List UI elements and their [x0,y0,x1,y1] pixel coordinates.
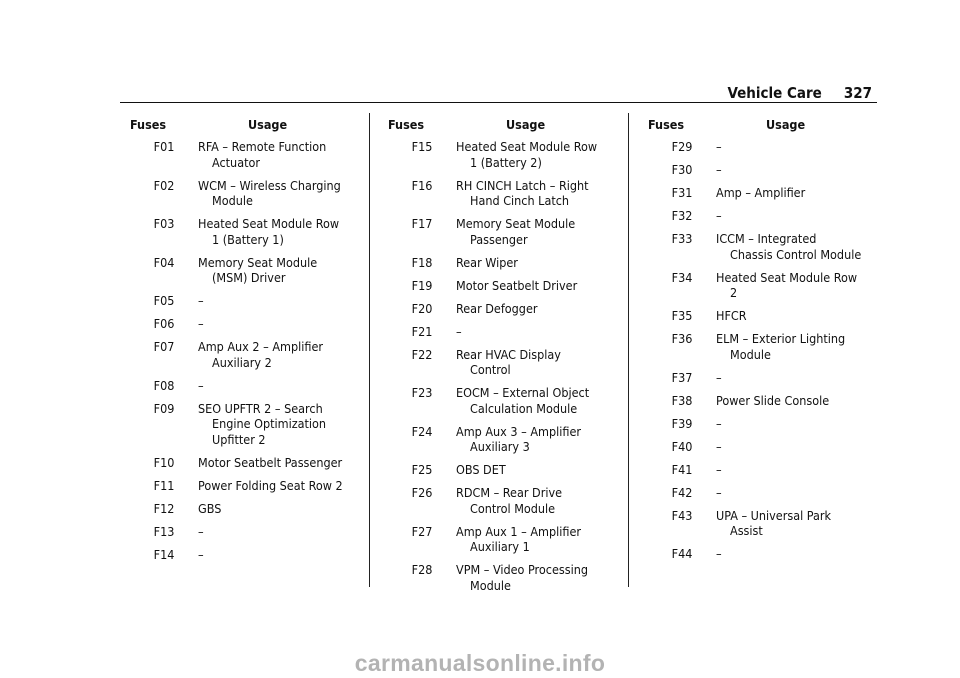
fuse-id: F20 [411,300,433,316]
fuse-usage-text: RH CINCH Latch – Right Hand Cinch Latch [456,177,589,208]
fuse-row [130,524,344,540]
fuse-row [648,308,862,324]
fuse-row [388,301,602,317]
fuse-usage [456,462,602,478]
fuse-id: F02 [153,177,175,193]
fuse-usage [716,393,862,409]
usage-header: Usage [248,117,288,132]
fuse-id: F23 [411,385,433,400]
fuse-usage [456,347,602,378]
fuse-usage [716,208,862,224]
fuse-usage-text: – [198,546,204,562]
fuse-usage-text: – [716,461,722,477]
fuse-row [388,278,602,294]
fuse-usage-text: – [456,323,462,339]
fuse-id: F16 [411,177,433,193]
fuse-usage-text: Amp – Amplifier [716,185,806,200]
fuse-id: F11 [153,477,175,493]
fuse-id: F26 [411,485,433,500]
fuse-usage [456,562,602,593]
fuse-usage-text: GBS [198,500,222,516]
fuse-id: F03 [153,216,175,231]
fuse-usage [456,216,602,247]
fuse-usage-text: – [716,208,722,223]
fuse-usage-text: Memory Seat Module Passenger [456,216,576,247]
fuse-usage-text: EOCM – External Object Calculation Module [456,385,590,416]
page-number: 327 [843,84,872,102]
fuse-row [388,462,602,478]
fuse-usage-text: OBS DET [456,462,506,477]
fuse-usage-text: Motor Seatbelt Driver [456,277,578,293]
fuse-id: F28 [411,562,433,577]
fuse-usage-text: RDCM – Rear Drive Control Module [456,485,563,516]
fuse-row [648,393,862,409]
fuse-row [130,216,344,247]
fuse-row [388,424,602,455]
fuse-id: F17 [411,216,433,231]
fuse-usage-text: ICCM – Integrated Chassis Control Module [716,231,862,262]
fuse-table-column-3 [648,117,862,569]
fuse-id: F14 [153,546,175,562]
fuse-id: F25 [411,462,433,477]
fuse-row [648,208,862,224]
fuse-usage [456,178,602,209]
fuse-id: F43 [671,507,693,523]
fuse-usage-text: Amp Aux 3 – Amplifier Auxiliary 3 [456,423,581,454]
fuse-usage [716,231,862,262]
fuse-usage [716,416,862,432]
fuse-id: F35 [671,308,693,323]
fuse-id: F32 [671,208,693,223]
fuse-usage [198,455,344,471]
fuse-usage-text: Heated Seat Module Row 2 [716,269,858,300]
fuse-usage [716,185,862,201]
fuse-usage-text: – [716,546,722,561]
fuse-usage-text: Amp Aux 2 – Amplifier Auxiliary 2 [198,339,323,370]
table-header [130,117,344,131]
fuse-row [648,508,862,539]
fuse-usage [198,547,344,563]
fuse-id: F33 [671,231,693,246]
fuse-usage-text: – [198,377,204,393]
fuse-id: F36 [671,331,693,346]
fuse-row [130,339,344,370]
fuse-usage [198,316,344,332]
fuse-usage [456,324,602,340]
fuse-id: F15 [411,139,433,154]
fuse-id: F41 [671,461,693,477]
column-divider [369,113,370,587]
fuse-usage [716,331,862,362]
fuse-id: F04 [153,254,175,270]
fuse-row [388,385,602,416]
fuse-usage-text: Rear Defogger [456,300,538,316]
fuse-usage-text: Power Slide Console [716,392,830,408]
fuse-row [130,139,344,170]
fuse-usage-text: RFA – Remote Function Actuator [198,139,327,170]
fuse-usage-text: Rear HVAC Display Control [456,346,561,377]
fuse-usage [198,216,344,247]
column-divider [628,113,629,587]
fuse-usage [198,524,344,540]
fuse-id: F44 [671,546,693,561]
fuse-id: F38 [671,392,693,408]
fuse-usage [716,546,862,562]
fuse-usage [456,424,602,455]
fuse-usage-text: – [198,316,204,331]
fuse-row [648,231,862,262]
fuse-usage-text: UPA – Universal Park Assist [716,507,832,538]
fuse-row [130,378,344,394]
fuse-row [388,562,602,593]
fuse-id: F06 [153,316,175,331]
fuse-id: F39 [671,415,693,431]
fuses-header: Fuses [388,117,425,132]
fuse-usage-text: – [198,293,204,308]
fuse-usage-text: Power Folding Seat Row 2 [198,477,343,493]
fuse-id: F29 [671,139,693,154]
fuse-row [388,216,602,247]
fuse-row [130,401,344,448]
fuse-row [648,162,862,178]
fuse-id: F05 [153,293,175,308]
fuses-header: Fuses [648,117,685,132]
fuse-row [130,293,344,309]
fuse-usage-text: – [716,139,722,154]
fuses-header: Fuses [130,117,167,132]
fuse-row [388,139,602,170]
fuse-row [130,547,344,563]
fuse-row [388,324,602,340]
fuse-row [648,370,862,386]
header-rule [120,102,877,103]
fuse-id: F27 [411,523,433,539]
fuse-row [648,185,862,201]
fuse-row [130,478,344,494]
fuse-usage [198,178,344,209]
fuse-row [388,485,602,516]
fuse-usage [716,485,862,501]
fuse-usage [198,501,344,517]
fuse-usage-text: – [716,369,722,385]
fuse-id: F09 [153,400,175,416]
fuse-id: F31 [671,185,693,200]
fuse-usage-text: Amp Aux 1 – Amplifier Auxiliary 1 [456,523,581,554]
fuse-usage-text: Heated Seat Module Row 1 (Battery 1) [198,216,340,247]
watermark: carmanualsonline.info [354,649,606,676]
fuse-usage-text: Memory Seat Module (MSM) Driver [198,254,318,285]
fuse-usage [456,301,602,317]
fuse-id: F01 [153,139,175,154]
page-header [728,84,872,102]
fuse-row [130,501,344,517]
fuse-row [648,331,862,362]
fuse-row [388,347,602,378]
fuse-row [648,270,862,301]
fuse-usage-text: – [716,415,722,431]
fuse-usage [716,370,862,386]
fuse-row [130,316,344,332]
fuse-id: F21 [411,323,433,339]
fuse-usage [716,508,862,539]
fuse-row [648,439,862,455]
fuse-id: F34 [671,269,693,285]
fuse-table-column-1 [130,117,344,570]
fuse-row [388,524,602,555]
fuse-usage [456,139,602,170]
fuse-id: F40 [671,438,693,454]
fuse-id: F42 [671,484,693,500]
fuse-row [648,462,862,478]
fuse-usage [456,255,602,271]
fuse-usage [198,293,344,309]
fuse-row [648,546,862,562]
fuse-id: F12 [153,500,175,516]
fuse-row [130,178,344,209]
table-header [648,117,862,131]
fuse-id: F07 [153,339,175,354]
fuse-id: F19 [411,277,433,293]
fuse-row [130,455,344,471]
usage-header: Usage [766,117,806,132]
fuse-usage [716,308,862,324]
fuse-usage-text: VPM – Video Processing Module [456,562,588,593]
fuse-id: F30 [671,162,693,177]
fuse-row [130,255,344,286]
section-title: Vehicle Care [727,84,822,102]
fuse-usage-text: Motor Seatbelt Passenger [198,454,343,470]
fuse-usage [716,162,862,178]
fuse-usage-text: Rear Wiper [456,254,518,270]
fuse-row [648,416,862,432]
usage-header: Usage [506,117,546,132]
fuse-usage-text: SEO UPFTR 2 – Search Engine Optimization Upfitter 2 [198,400,327,447]
fuse-usage [716,462,862,478]
fuse-usage-text: WCM – Wireless Charging Module [198,177,341,208]
fuse-table-column-2 [388,117,602,601]
fuse-id: F22 [411,346,433,362]
fuse-usage-text: – [716,484,722,500]
fuse-id: F10 [153,454,175,470]
fuse-usage [456,524,602,555]
fuse-id: F08 [153,377,175,393]
fuse-usage-text: – [198,523,204,539]
fuse-usage [198,339,344,370]
fuse-usage-text: ELM – Exterior Lighting Module [716,331,846,362]
fuse-usage [456,385,602,416]
fuse-id: F13 [153,523,175,539]
fuse-usage [198,378,344,394]
fuse-row [648,139,862,155]
fuse-usage [716,439,862,455]
fuse-usage-text: HFCR [716,308,747,323]
fuse-usage [456,485,602,516]
fuse-row [648,485,862,501]
fuse-usage-text: – [716,162,722,177]
fuse-usage [716,270,862,301]
table-header [388,117,602,131]
fuse-usage-text: Heated Seat Module Row 1 (Battery 2) [456,139,598,170]
fuse-id: F24 [411,423,433,439]
fuse-row [388,178,602,209]
fuse-id: F37 [671,369,693,385]
fuse-usage [716,139,862,155]
fuse-usage [198,255,344,286]
fuse-row [388,255,602,271]
fuse-usage [456,278,602,294]
fuse-usage [198,478,344,494]
fuse-id: F18 [411,254,433,270]
fuse-usage-text: – [716,438,722,454]
fuse-usage [198,401,344,448]
fuse-usage [198,139,344,170]
